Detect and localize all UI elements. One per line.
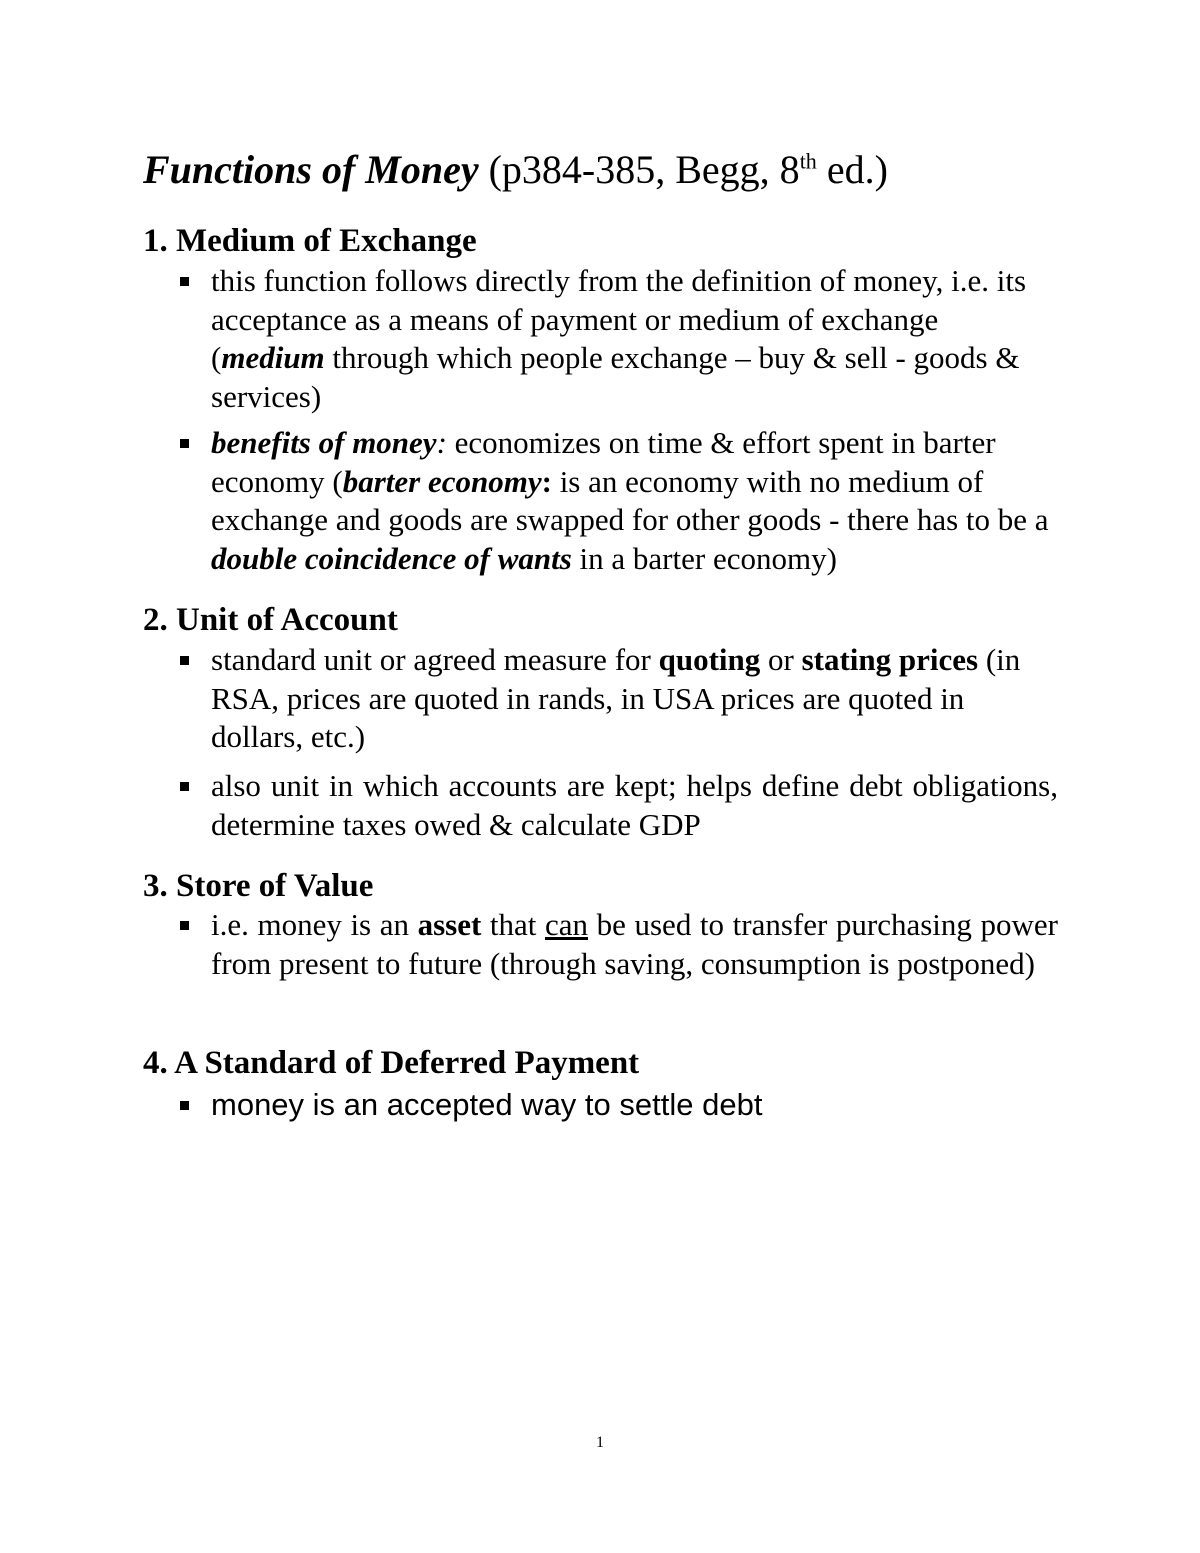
bullet-item	[180, 641, 1058, 757]
section-heading-medium-of-exchange: 1. Medium of Exchange	[143, 223, 477, 259]
bullet-item	[180, 906, 1058, 983]
text-run: this function follows directly from the definition of money, i.e. its acceptance as a means of payment or medium of exchange (	[211, 263, 1027, 376]
title-reference: (p384-385, Begg, 8	[478, 147, 800, 192]
section-heading-store-of-value: 3. Store of Value	[143, 868, 374, 904]
emphasis-term: double coincidence of wants	[211, 540, 572, 576]
title-reference-superscript: th	[799, 148, 817, 174]
underlined-term: can	[545, 907, 589, 942]
bullet-item	[180, 1086, 1058, 1125]
bullet-item	[180, 767, 1058, 844]
text-run: is an economy with no medium of exchange and goods are swapped for other goods - there has to be a	[211, 463, 1049, 538]
square-bullet-icon	[180, 921, 189, 930]
bullet-text	[211, 424, 1058, 578]
text-run: in a barter economy)	[571, 540, 837, 576]
bullet-item	[180, 262, 1058, 416]
square-bullet-icon	[180, 1101, 189, 1110]
text-run: standard unit or agreed measure for	[211, 642, 659, 677]
emphasis-term: quoting	[658, 642, 761, 677]
square-bullet-icon	[180, 277, 189, 286]
emphasis-term: barter economy	[342, 463, 542, 499]
text-run: or	[760, 642, 802, 677]
section-heading-unit-of-account: 2. Unit of Account	[143, 602, 398, 638]
emphasis-term: medium	[221, 340, 325, 376]
emphasis-term: asset	[417, 907, 482, 942]
title-reference-suffix: ed.)	[816, 147, 888, 192]
emphasis-term: benefits of money	[211, 425, 437, 460]
text-run: through which people exchange – buy & sell - goods & services)	[211, 340, 1020, 414]
emphasis-term: stating prices	[801, 642, 979, 677]
text-run: that	[481, 907, 545, 942]
bullet-text	[211, 641, 1058, 757]
bullet-text: also unit in which accounts are kept; helps define debt obligations, determine taxes owed & calculate GDP	[211, 768, 1058, 842]
bullet-text	[211, 906, 1058, 983]
text-run: be used to transfer purchasing power from present to future (through saving, consumption is postponed)	[211, 907, 1058, 981]
page-title	[143, 144, 888, 196]
section-heading-standard-of-deferred-payment: 4. A Standard of Deferred Payment	[143, 1045, 640, 1081]
square-bullet-icon	[180, 656, 189, 665]
text-run: :	[436, 425, 447, 460]
text-run: i.e. money is an	[211, 907, 418, 942]
text-run: (in RSA, prices are quoted in rands, in USA prices are quoted in dollars, etc.)	[211, 642, 1021, 755]
square-bullet-icon	[180, 782, 189, 791]
bullet-text: money is an accepted way to settle debt	[211, 1087, 763, 1122]
title-main: Functions of Money	[143, 147, 479, 192]
bullet-item	[180, 424, 1058, 578]
bullet-text	[211, 262, 1058, 416]
page-number: 1	[596, 1434, 604, 1451]
text-run: :	[541, 463, 552, 499]
text-run: economizes on time & effort spent in barter economy (	[211, 425, 996, 499]
square-bullet-icon	[180, 439, 189, 448]
